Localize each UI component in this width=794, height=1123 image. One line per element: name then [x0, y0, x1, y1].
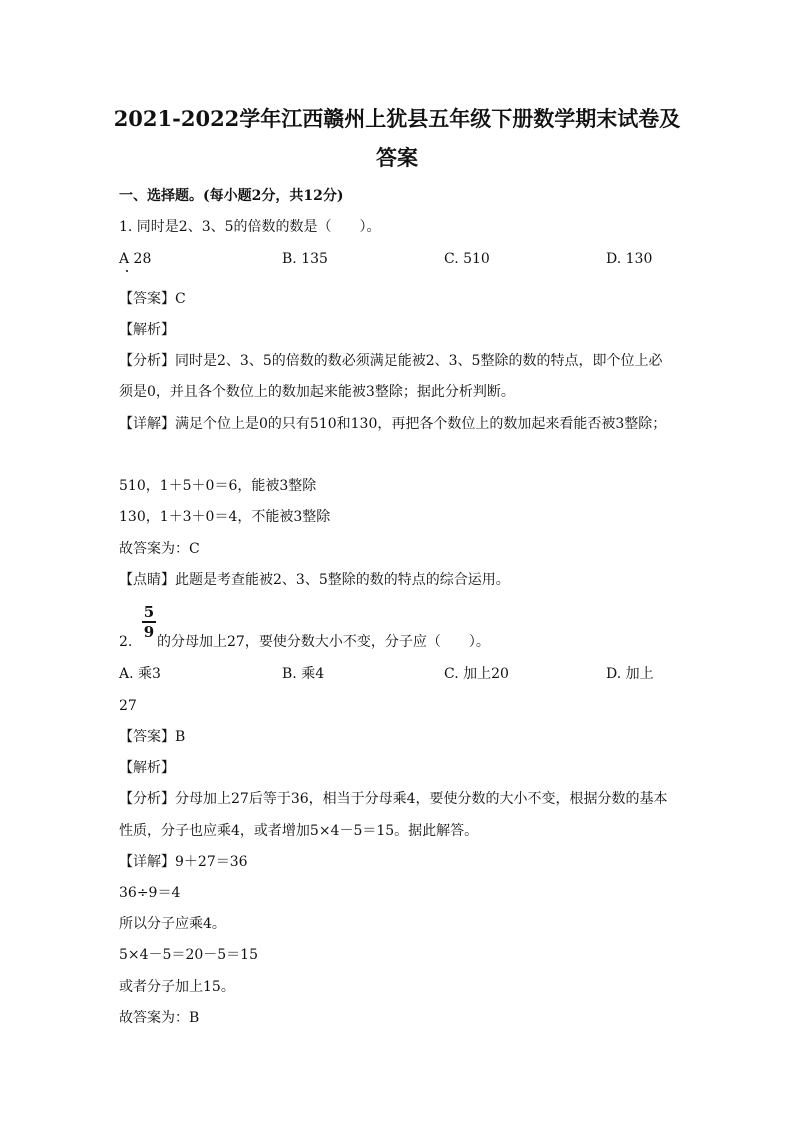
q1-calc2: 130，1＋3＋0＝4，不能被3整除 — [119, 509, 331, 525]
q2-answer: 【答案】B — [119, 729, 186, 745]
q1-option-d: D. 130 — [606, 251, 653, 267]
q2-fraction-numerator: 5 — [143, 603, 155, 621]
q2-fraction-denominator: 9 — [143, 623, 155, 641]
q2-detail-line4: 5×4－5＝20－5＝15 — [119, 947, 258, 963]
q2-stem: 的分母加上27，要使分数大小不变，分子应（ ）。 — [157, 634, 490, 650]
q2-detail-line3: 所以分子应乘4。 — [119, 916, 226, 932]
q1-analysis-label: 【解析】 — [119, 322, 175, 338]
q1-option-c: C. 510 — [444, 251, 490, 267]
emphasis-dot — [126, 270, 128, 272]
q1-detail-line1: 【详解】满足个位上是0的只有510和130，再把各个数位上的数加起来看能否被3整除； — [119, 416, 667, 432]
q1-calc1: 510，1＋5＋0＝6，能被3整除 — [119, 478, 317, 494]
q2-option-d: D. 加上 — [606, 666, 654, 682]
q1-conclusion: 故答案为：C — [119, 541, 200, 557]
q1-comment: 【点睛】此题是考查能被2、3、5整除的数的特点的综合运用。 — [119, 572, 510, 588]
q2-analysis-label: 【解析】 — [119, 760, 175, 776]
q2-option-c: C. 加上20 — [444, 666, 509, 682]
q2-option-b: B. 乘4 — [282, 666, 325, 682]
q1-answer: 【答案】C — [119, 291, 186, 307]
q1-option-b: B. 135 — [282, 251, 328, 267]
q2-detail-line2: 36÷9＝4 — [119, 885, 181, 901]
q1-option-a: A 28 — [119, 251, 152, 267]
q2-analysis-line1: 【分析】分母加上27后等于36，相当于分母乘4，要使分数的大小不变，根据分数的基本 — [119, 791, 668, 807]
q1-analysis-line1: 【分析】同时是2、3、5的倍数的数必须满足能被2、3、5整除的数的特点，即个位上必 — [119, 353, 663, 369]
q2-number: 2. — [119, 634, 133, 650]
q2-conclusion: 故答案为：B — [119, 1010, 200, 1026]
q2-fraction — [142, 604, 156, 640]
document-title-line1: 2021-2022学年江西赣州上犹县五年级下册数学期末试卷及 — [113, 106, 681, 131]
q2-option-a: A. 乘3 — [119, 666, 161, 682]
q1-stem: 1. 同时是2、3、5的倍数的数是（ ）。 — [119, 219, 381, 235]
q2-analysis-line2: 性质，分子也应乘4，或者增加5×4－5＝15。据此解答。 — [119, 823, 479, 839]
section-header-choice: 一、选择题。(每小题2分，共12分) — [119, 188, 344, 204]
q2-detail-line5: 或者分子加上15。 — [119, 979, 235, 995]
q1-analysis-line2: 须是0，并且各个数位上的数加起来能被3整除；据此分析判断。 — [119, 384, 515, 400]
q2-option-d-continued: 27 — [119, 698, 137, 714]
q2-detail-line1: 【详解】9＋27＝36 — [119, 854, 248, 870]
document-title-line2: 答案 — [376, 145, 418, 170]
